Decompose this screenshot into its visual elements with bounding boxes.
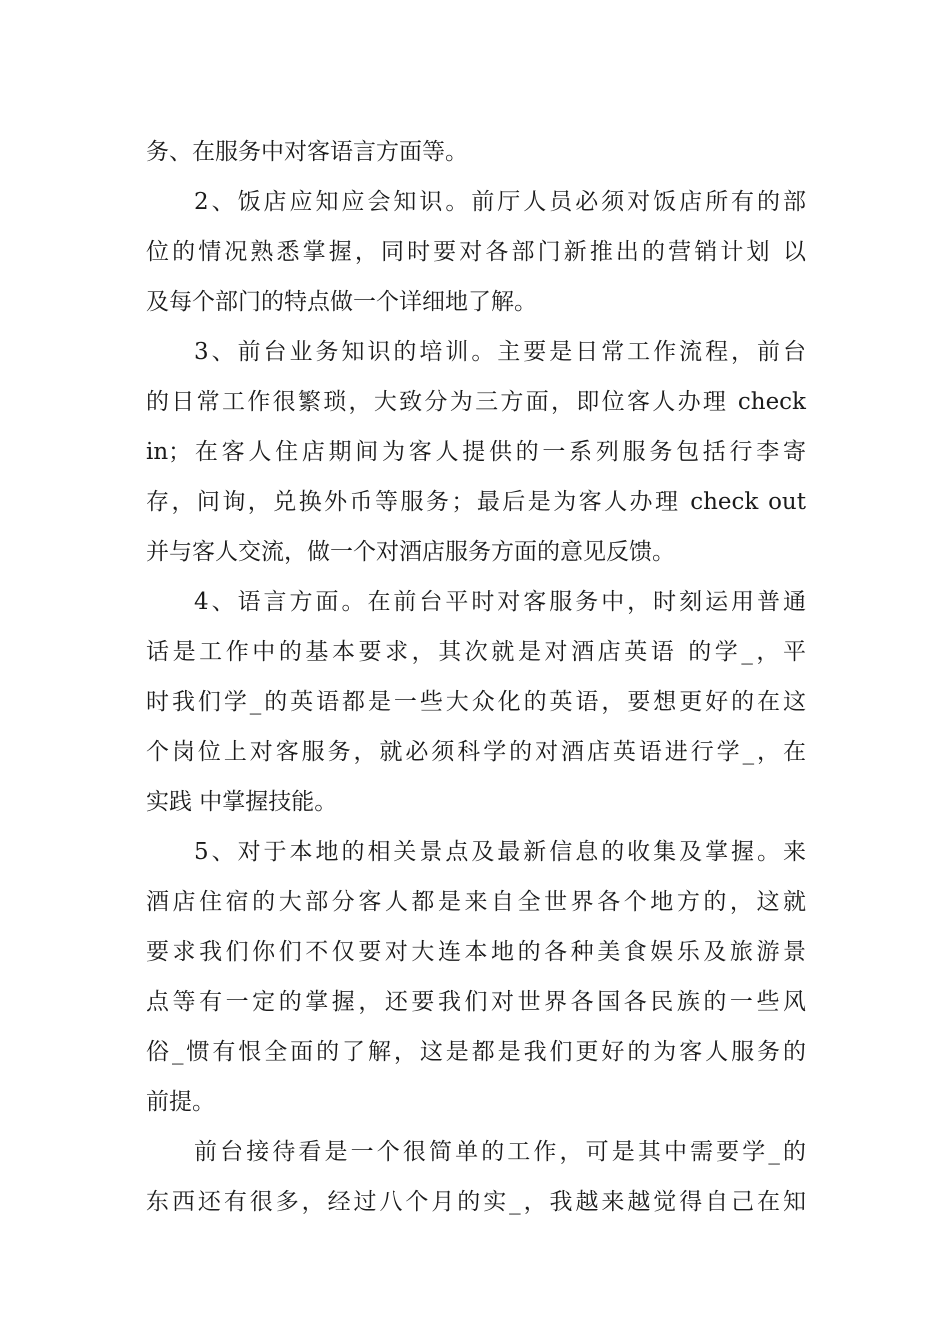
text-line: 个岗位上对客服务，就必须科学的对酒店英语进行学_，在	[146, 739, 806, 765]
text-line: 点等有一定的掌握，还要我们对世界各国各民族的一些风	[146, 989, 806, 1015]
text-line: 位的情况熟悉掌握，同时要对各部门新推出的营销计划 以	[146, 239, 806, 265]
text-line: 要求我们你们不仅要对大连本地的各种美食娱乐及旅游景	[146, 939, 806, 965]
text-line: 酒店住宿的大部分客人都是来自全世界各个地方的，这就	[146, 889, 806, 915]
text-line: 并与客人交流，做一个对酒店服务方面的意见反馈。	[146, 539, 675, 565]
text-line: 时我们学_的英语都是一些大众化的英语，要想更好的在这	[146, 689, 806, 715]
text-line: 及每个部门的特点做一个详细地了解。	[146, 289, 537, 315]
text-line: 前台接待看是一个很简单的工作，可是其中需要学_的	[194, 1139, 806, 1165]
text-line: 前提。	[146, 1089, 215, 1115]
text-line: 务、在服务中对客语言方面等。	[146, 139, 468, 165]
text-line: 存，问询，兑换外币等服务；最后是为客人办理 check out	[146, 489, 806, 515]
text-line: 实践 中掌握技能。	[146, 789, 338, 815]
text-line: 4、语言方面。在前台平时对客服务中，时刻运用普通	[194, 589, 806, 615]
text-line: 话是工作中的基本要求，其次就是对酒店英语 的学_，平	[146, 639, 806, 665]
text-line: 俗_惯有恨全面的了解，这是都是我们更好的为客人服务的	[146, 1039, 806, 1065]
text-line: 5、对于本地的相关景点及最新信息的收集及掌握。来	[194, 839, 806, 865]
text-line: 3、前台业务知识的培训。主要是日常工作流程，前台	[194, 339, 806, 365]
text-line: in；在客人住店期间为客人提供的一系列服务包括行李寄	[146, 439, 806, 465]
text-line: 2、饭店应知应会知识。前厅人员必须对饭店所有的部	[194, 189, 806, 215]
text-line: 的日常工作很繁琐，大致分为三方面，即位客人办理 check	[146, 389, 806, 415]
text-line: 东西还有很多，经过八个月的实_，我越来越觉得自己在知	[146, 1189, 806, 1215]
